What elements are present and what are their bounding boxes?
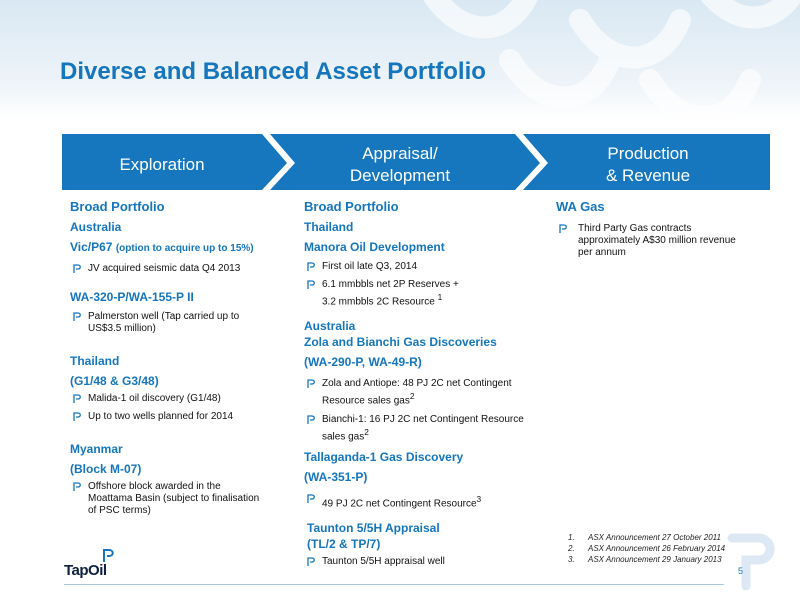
myanmar-bullet-line1: Offshore block awarded in the <box>88 481 221 492</box>
thailand-bullet1: Malida-1 oil discovery (G1/48) <box>88 393 221 404</box>
manora-bullet1: First oil late Q3, 2014 <box>322 261 418 272</box>
bullet-icon <box>73 264 82 274</box>
taunton-heading-line2: (TL/2 & TP/7) <box>307 537 381 552</box>
taunton-heading <box>304 520 534 552</box>
wa-block-heading: WA-320-P/WA-155-P II <box>70 290 194 304</box>
bullet-icon <box>559 224 568 234</box>
stage-appraisal-label-line2: Development <box>349 166 451 185</box>
footnote-ref: 2 <box>409 391 415 402</box>
bullet-icon <box>73 412 82 422</box>
vic-p67-name: Vic/P67 <box>70 240 113 254</box>
stage-production-label-line2: & Revenue <box>605 166 691 185</box>
bullet-icon <box>73 394 82 404</box>
appraisal-heading: Broad Portfolio <box>304 199 399 214</box>
corner-decoration <box>724 530 784 590</box>
bullet-icon <box>307 280 316 290</box>
exploration-column <box>70 198 270 517</box>
footnote-ref: 3 <box>476 493 482 504</box>
production-bullet-line2: approximately A$30 million revenue <box>578 235 736 246</box>
zola-heading-line2: (WA-290-P, WA-49-R) <box>304 355 422 370</box>
page-title: Diverse and Balanced Asset Portfolio <box>60 58 486 85</box>
footnote: 2. ASX Announcement 26 February 2014 <box>568 544 726 553</box>
tallaganda-bullet: 49 PJ 2C net Contingent Resource <box>322 498 477 510</box>
vic-p67-heading <box>70 239 270 257</box>
stage-production-label-line1: Production <box>607 144 689 163</box>
exploration-thailand: Thailand <box>70 354 120 368</box>
list-item <box>70 263 270 275</box>
stage-appraisal-label-line1: Appraisal/ <box>362 144 438 163</box>
list-item <box>70 411 270 423</box>
footnote: 1. ASX Announcement 27 October 2011 <box>568 533 721 542</box>
tallaganda-heading-line2: (WA-351-P) <box>304 469 368 484</box>
production-bullet-line1: Third Party Gas contracts <box>578 223 692 234</box>
bianchi-bullet-line1: Bianchi-1: 16 PJ 2C net Contingent Resource <box>322 413 524 425</box>
logo-text: TapOil <box>64 562 107 579</box>
taunton-bullet: Taunton 5/5H appraisal well <box>322 556 445 568</box>
vic-p67-note: (option to acquire up to 15%) <box>115 243 254 254</box>
thailand-blocks: (G1/48 & G3/48) <box>70 374 159 388</box>
myanmar-bullet-line2: Moattama Basin (subject to finalisation <box>88 493 260 504</box>
myanmar-bullet-line3: of PSC terms) <box>88 505 151 516</box>
list-item <box>70 311 270 335</box>
bullet-icon <box>307 415 316 425</box>
zola-bullet1-line1: Zola and Antiope: 48 PJ 2C net Contingent <box>322 378 512 390</box>
list-item <box>304 493 534 510</box>
bullet-icon <box>307 557 316 567</box>
list-item <box>304 378 534 407</box>
list-item <box>304 261 534 273</box>
footer-divider <box>64 584 724 585</box>
list-item <box>70 393 270 405</box>
taunton-heading-line1: Taunton 5/5H Appraisal <box>307 521 440 536</box>
bullet-icon <box>307 494 316 504</box>
stage-chevrons <box>0 128 800 192</box>
bianchi-bullet-line2: sales gas <box>322 430 365 442</box>
appraisal-australia: Australia <box>304 319 356 334</box>
manora-bullet2-line1: 6.1 mmbbls net 2P Reserves + <box>322 279 459 290</box>
bullet-icon <box>307 379 316 389</box>
wa-bullet-line1: Palmerston well (Tap carried up to <box>88 311 240 322</box>
list-item <box>70 481 270 517</box>
exploration-myanmar: Myanmar <box>70 442 123 456</box>
manora-bullet2-line2: 3.2 mmbbls 2C Resource <box>322 296 435 308</box>
list-item <box>304 556 534 568</box>
production-column <box>556 198 771 259</box>
appraisal-column <box>304 198 534 568</box>
thailand-bullet2: Up to two wells planned for 2014 <box>88 411 234 422</box>
tallaganda-heading-line1: Tallaganda-1 Gas Discovery <box>304 449 464 464</box>
zola-bullet1-line2: Resource sales gas <box>322 395 410 407</box>
exploration-heading: Broad Portfolio <box>70 199 165 214</box>
list-item <box>304 414 534 443</box>
page-number: 5 <box>738 566 744 576</box>
vic-bullet: JV acquired seismic data Q4 2013 <box>88 263 241 274</box>
myanmar-block: (Block M-07) <box>70 462 142 476</box>
wa-bullet-line2: US$3.5 million) <box>88 323 156 334</box>
exploration-australia: Australia <box>70 220 122 234</box>
footnote-ref: 1 <box>437 292 443 302</box>
zola-heading-line1: Zola and Bianchi Gas Discoveries <box>304 335 497 350</box>
list-item <box>304 279 534 308</box>
bullet-icon <box>73 482 82 492</box>
list-item <box>556 223 771 259</box>
footnotes <box>568 532 725 565</box>
appraisal-thailand: Thailand <box>304 220 354 234</box>
footnote: 3. ASX Announcement 29 January 2013 <box>568 555 722 564</box>
bullet-icon <box>73 312 82 322</box>
production-heading: WA Gas <box>556 199 605 214</box>
manora-heading: Manora Oil Development <box>304 240 445 254</box>
footnote-ref: 2 <box>364 426 369 437</box>
stage-exploration-label: Exploration <box>119 155 205 174</box>
bullet-icon <box>307 262 316 272</box>
production-bullet-line3: per annum <box>578 247 626 258</box>
